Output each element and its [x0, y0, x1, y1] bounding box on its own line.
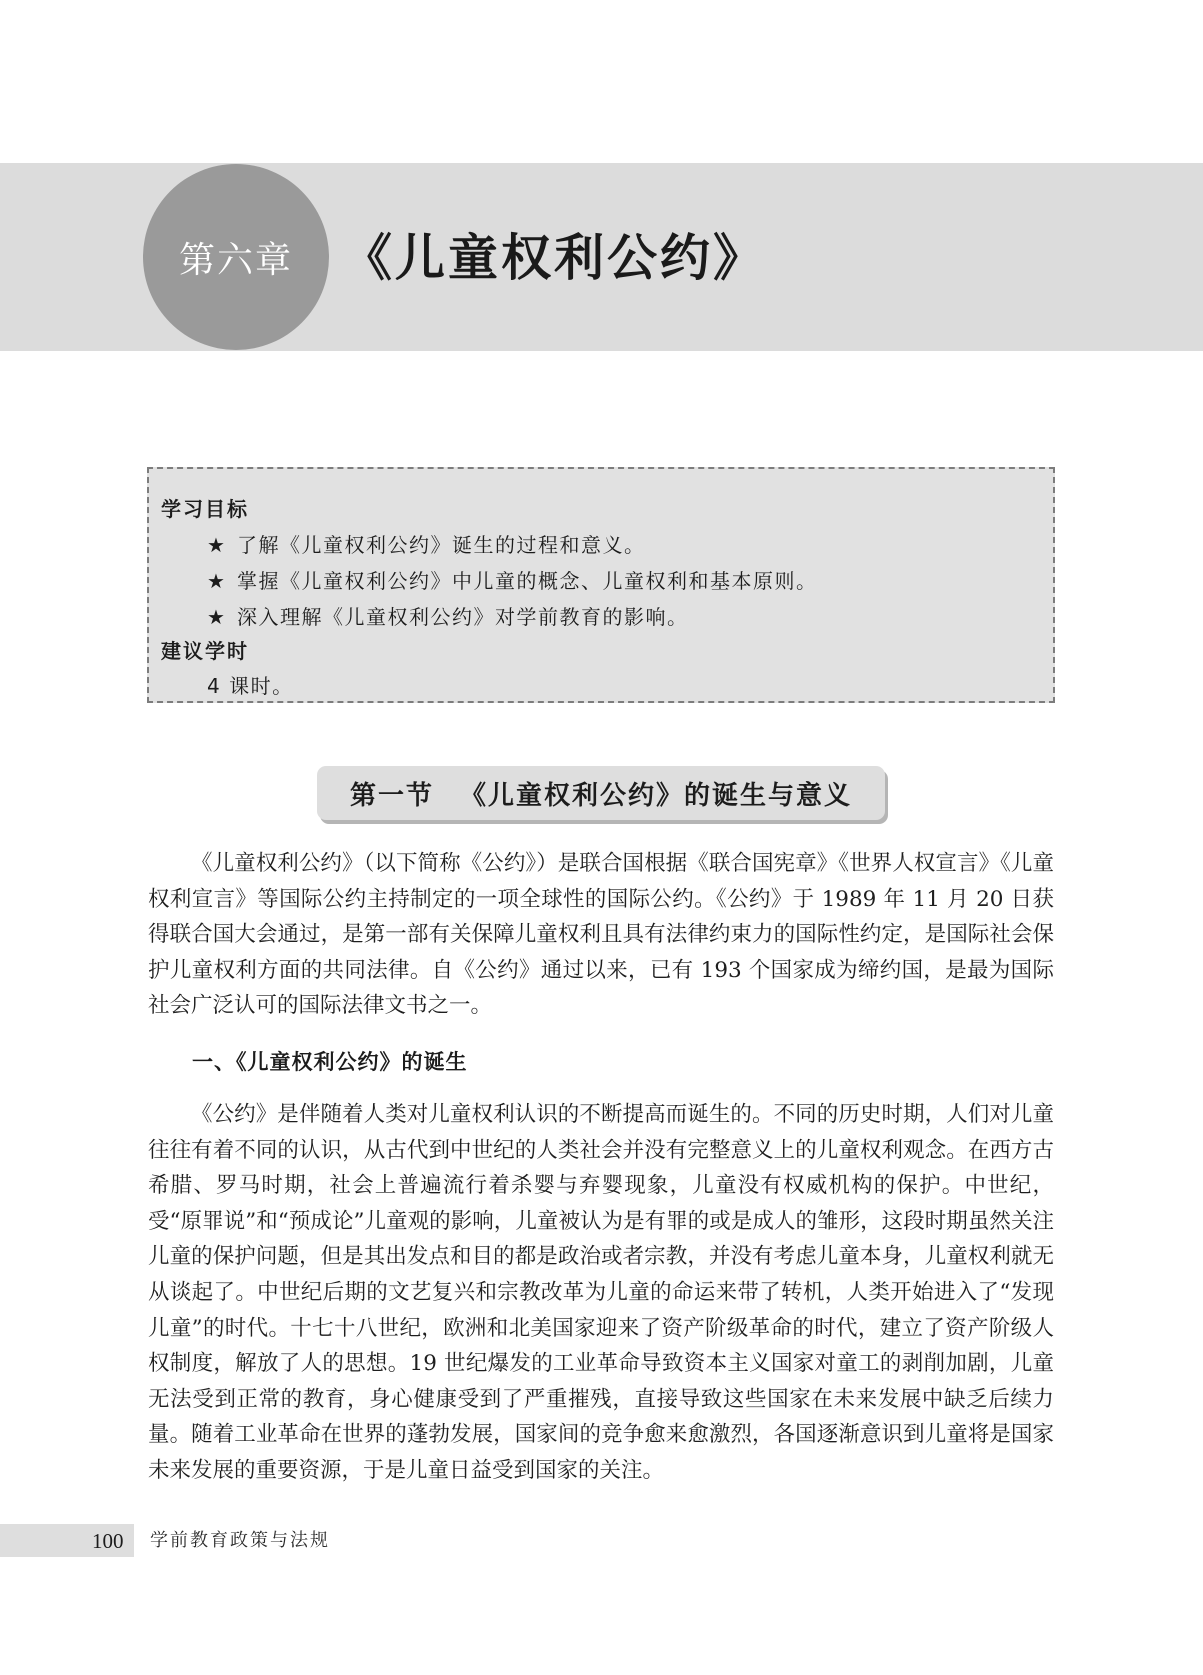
objective-text: 深入理解《儿童权利公约》对学前教育的影响。: [237, 605, 689, 629]
star-icon: ★: [207, 569, 227, 593]
objective-text: 掌握《儿童权利公约》中儿童的概念、儿童权利和基本原则。: [237, 569, 818, 593]
objectives-heading: 学习目标: [161, 497, 249, 521]
birth-paragraph: 《公约》是伴随着人类对儿童权利认识的不断提高而诞生的。不同的历史时期，人们对儿童往往有着不同的认识，从古代到中世纪的人类社会并没有完整意义上的儿童权利观念。在西方古希腊、罗马时期，社会上普遍流行着杀婴与弃婴现象，儿童没有权威机构的保护。中世纪，受“原罪说”和“预成论”儿童观的影响，儿童被认为是有罪的或是成人的雏形，这段时期虽然关注儿童的保护问题，但是其出发点和目的都是政治或者宗教，并没有考虑儿童本身，儿童权利就无从谈起了。中世纪后期的文艺复兴和宗教改革为儿童的命运来带了转机，人类开始进入了“发现儿童”的时代。十七十八世纪，欧洲和北美国家迎来了资产阶级革命的时代，建立了资产阶级人权制度，解放了人的思想。19 世纪爆发的工业革命导致资本主义国家对童工的剥削加剧，儿童无法受到正常的教育，身心健康受到了严重摧残，直接导致这些国家在未来发展中缺乏后续力量。随着工业革命在世界的蓬勃发展，国家间的竞争愈来愈激烈，各国逐渐意识到儿童将是国家未来发展的重要资源，于是儿童日益受到国家的关注。: [148, 1102, 1054, 1483]
chapter-label: 第六章: [178, 239, 293, 281]
objective-item: [207, 603, 689, 631]
study-hours-value: 4 课时。: [207, 674, 294, 698]
subsection-heading: 一、《儿童权利公约》的诞生: [192, 1050, 468, 1074]
page-number: 100: [92, 1529, 124, 1553]
objective-item: [207, 531, 646, 559]
objective-text: 了解《儿童权利公约》诞生的过程和意义。: [237, 533, 646, 557]
running-footer-title: 学前教育政策与法规: [150, 1530, 330, 1551]
star-icon: ★: [207, 605, 227, 629]
section-number: 第一节: [349, 780, 434, 811]
chapter-badge: [143, 164, 329, 350]
chapter-title: 《儿童权利公约》: [342, 229, 766, 287]
objective-item: [207, 567, 818, 595]
section-title: 《儿童权利公约》的诞生与意义: [460, 780, 853, 811]
learning-objectives-box: [147, 467, 1055, 703]
star-icon: ★: [207, 533, 227, 557]
study-hours-heading: 建议学时: [161, 639, 249, 663]
intro-paragraph: 《儿童权利公约》（以下简称《公约》）是联合国根据《联合国宪章》《世界人权宣言》《儿童权利宣言》等国际公约主持制定的一项全球性的国际公约。《公约》于 1989 年 11 月 20 日获得联合国大会通过，是第一部有关保障儿童权利且具有法律约束力的国际性约定，是国际社会保护儿童权利方面的共同法律。自《公约》通过以来，已有 193 个国家成为缔约国，是最为国际社会广泛认可的国际法律文书之一。: [148, 851, 1054, 1019]
section-heading: [317, 766, 885, 820]
